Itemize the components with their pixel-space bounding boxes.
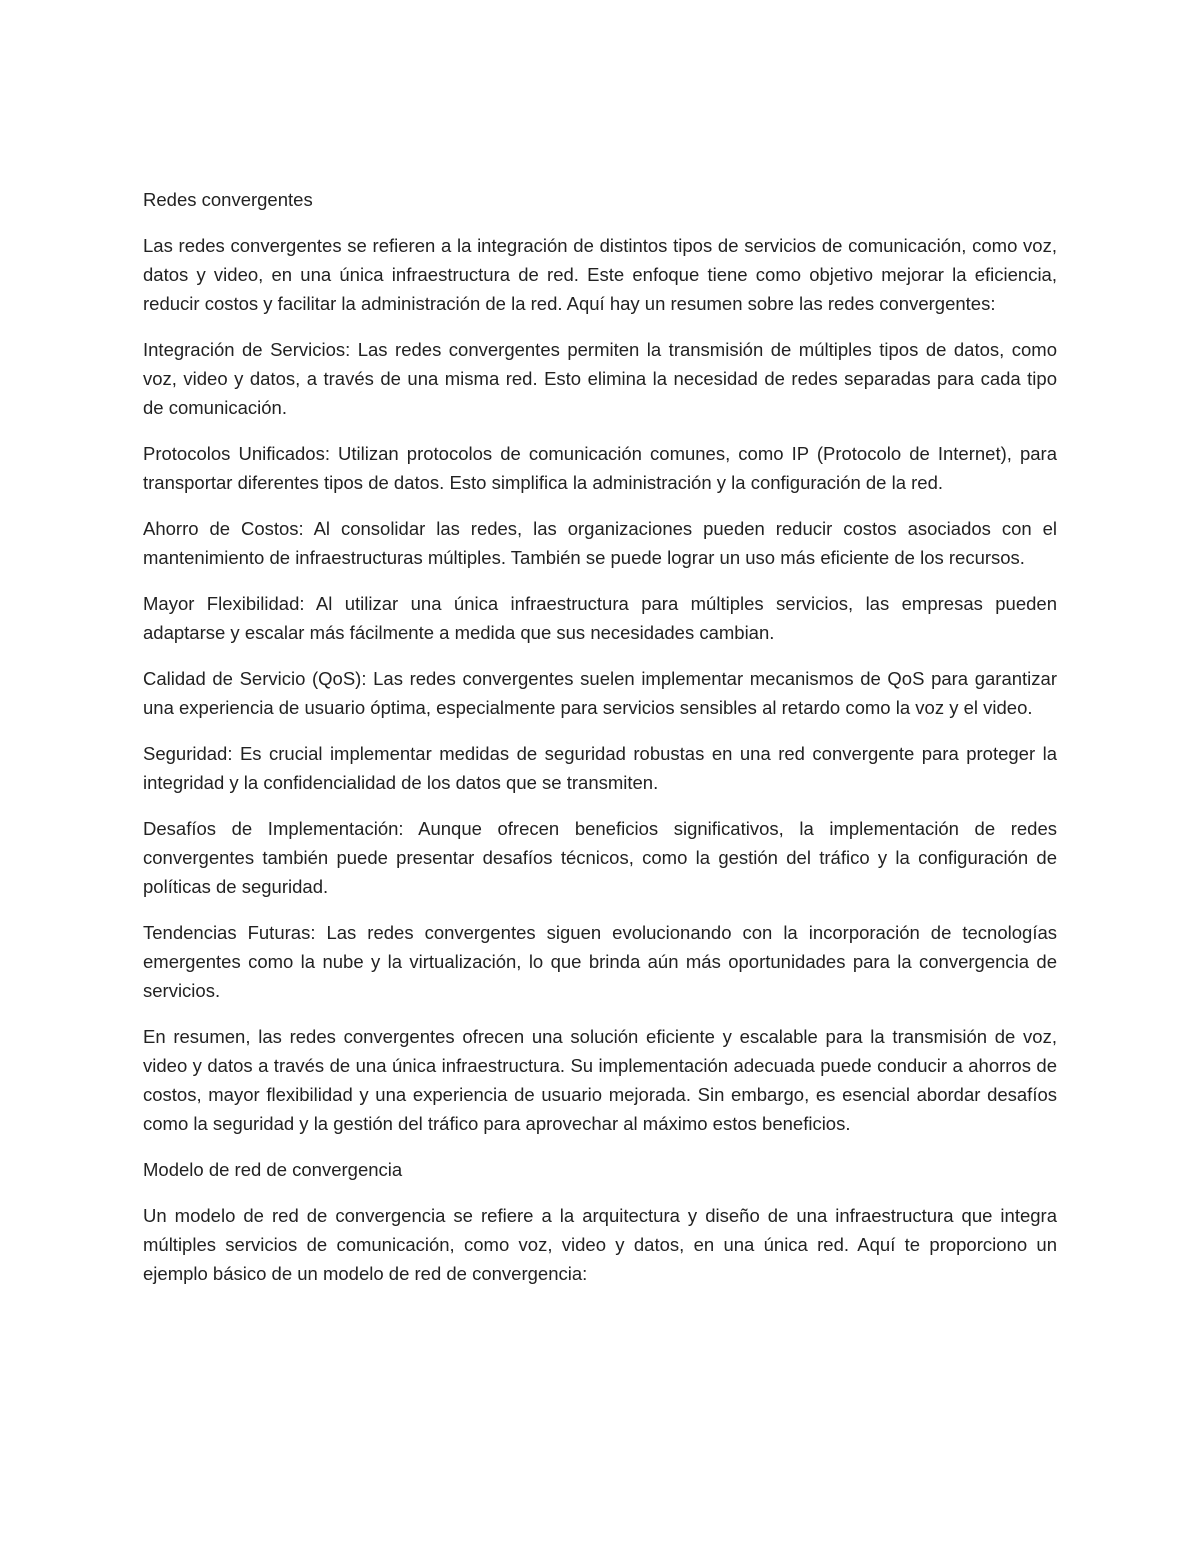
section-title-modelo: Modelo de red de convergencia xyxy=(143,1159,403,1180)
paragraph-intro: Las redes convergentes se refieren a la integración de distintos tipos de servicios de comunicación, como voz, datos y video, en una única infraestructura de red. Este enfoque tiene como objetivo mejorar la eficiencia, reducir costos y facilitar la administración de la red. Aquí hay un resumen sobre las redes convergentes: xyxy=(143,235,1057,314)
paragraph-desafios-implementacion: Desafíos de Implementación: Aunque ofrecen beneficios significativos, la implementación de redes convergentes también puede presentar desafíos técnicos, como la gestión del tráfico y la configuración de políticas de seguridad. xyxy=(143,818,1057,897)
paragraph-resumen: En resumen, las redes convergentes ofrecen una solución eficiente y escalable para la transmisión de voz, video y datos a través de una única infraestructura. Su implementación adecuada puede conducir a ahorros de costos, mayor flexibilidad y una experiencia de usuario mejorada. Sin embargo, es esencial abordar desafíos como la seguridad y la gestión del tráfico para aprovechar al máximo estos beneficios. xyxy=(143,1026,1057,1134)
paragraph-ahorro-costos: Ahorro de Costos: Al consolidar las redes, las organizaciones pueden reducir costos asociados con el mantenimiento de infraestructuras múltiples. También se puede lograr un uso más eficiente de los recursos. xyxy=(143,518,1057,568)
paragraph-modelo-intro: Un modelo de red de convergencia se refiere a la arquitectura y diseño de una infraestructura que integra múltiples servicios de comunicación, como voz, video y datos, en una única red. Aquí te proporciono un ejemplo básico de un modelo de red de convergencia: xyxy=(143,1205,1057,1284)
paragraph-mayor-flexibilidad: Mayor Flexibilidad: Al utilizar una única infraestructura para múltiples servicios, las empresas pueden adaptarse y escalar más fácilmente a medida que sus necesidades cambian. xyxy=(143,593,1057,643)
paragraph-integracion-servicios: Integración de Servicios: Las redes convergentes permiten la transmisión de múltiples tipos de datos, como voz, video y datos, a través de una misma red. Esto elimina la necesidad de redes separadas para cada tipo de comunicación. xyxy=(143,339,1057,418)
document-body xyxy=(143,185,1057,1305)
paragraph-protocolos-unificados: Protocolos Unificados: Utilizan protocolos de comunicación comunes, como IP (Protocolo de Internet), para transportar diferentes tipos de datos. Esto simplifica la administración y la configuración de la red. xyxy=(143,443,1057,493)
paragraph-tendencias-futuras: Tendencias Futuras: Las redes convergentes siguen evolucionando con la incorporación de tecnologías emergentes como la nube y la virtualización, lo que brinda aún más oportunidades para la convergencia de servicios. xyxy=(143,922,1057,1001)
document-title: Redes convergentes xyxy=(143,189,313,210)
paragraph-calidad-servicio: Calidad de Servicio (QoS): Las redes convergentes suelen implementar mecanismos de QoS para garantizar una experiencia de usuario óptima, especialmente para servicios sensibles al retardo como la voz y el video. xyxy=(143,668,1057,718)
paragraph-seguridad: Seguridad: Es crucial implementar medidas de seguridad robustas en una red convergente para proteger la integridad y la confidencialidad de los datos que se transmiten. xyxy=(143,743,1057,793)
